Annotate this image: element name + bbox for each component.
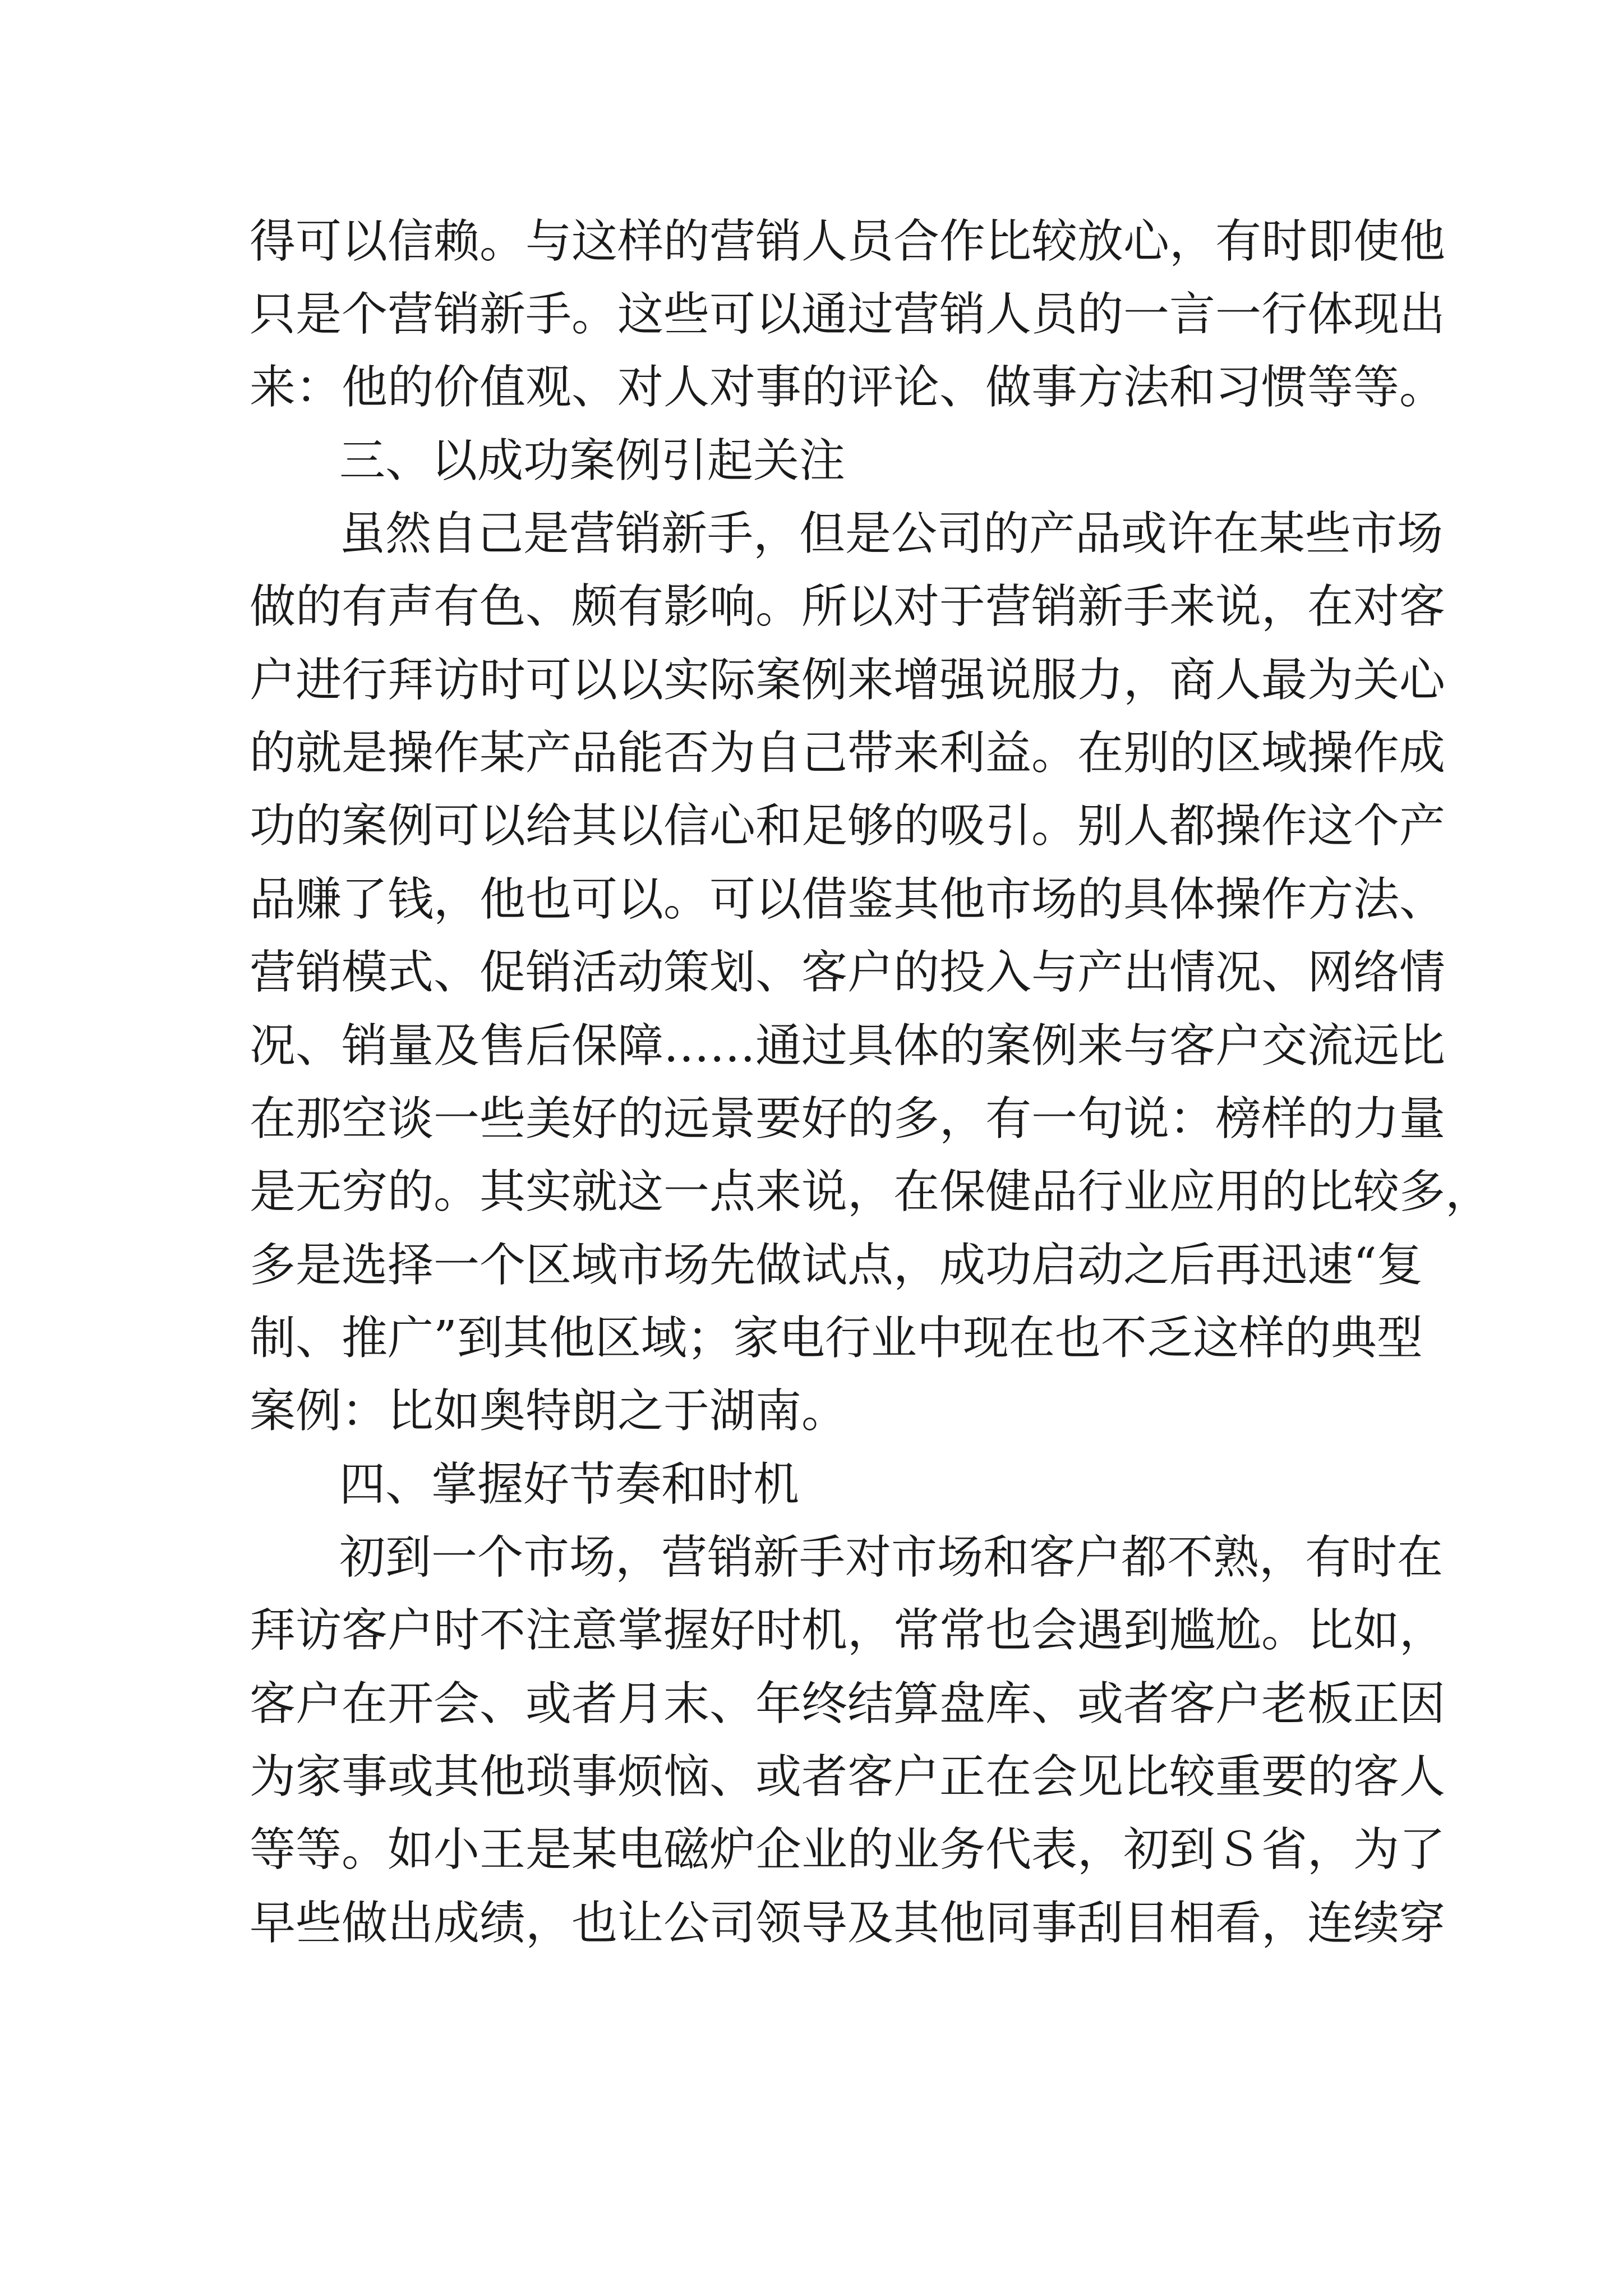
text-line: 案例：比如奥特朗之于湖南。	[250, 1384, 848, 1438]
text-line: 为家事或其他琐事烦恼、或者客户正在会见比较重要的客人	[250, 1750, 1446, 1803]
text-line: 是无穷的。其实就这一点来说，在保健品行业应用的比较多，	[250, 1165, 1492, 1218]
text-line: 来：他的价值观、对人对事的评论、做事方法和习惯等等。	[250, 361, 1446, 414]
text-line: 做的有声有色、颇有影响。所以对于营销新手来说，在对客	[250, 580, 1446, 633]
text-line: 只是个营销新手。这些可以通过营销人员的一言一行体现出	[250, 288, 1446, 341]
text-line: 客户在开会、或者月末、年终结算盘库、或者客户老板正因	[250, 1677, 1446, 1731]
text-line: 多是选择一个区域市场先做试点，成功启动之后再迅速“复	[250, 1239, 1423, 1292]
text-line: 初到一个市场，营销新手对市场和客户都不熟，有时在	[339, 1531, 1444, 1584]
text-line: 功的案例可以给其以信心和足够的吸引。别人都操作这个产	[250, 799, 1446, 853]
section-heading: 三、以成功案例引起关注	[339, 434, 846, 487]
text-line: 拜访客户时不注意掌握好时机，常常也会遇到尴尬。比如，	[250, 1604, 1446, 1657]
text-line: 在那空谈一些美好的远景要好的多，有一句说：榜样的力量	[250, 1092, 1446, 1145]
text-line: 品赚了钱，他也可以。可以借鉴其他市场的具体操作方法、	[250, 873, 1446, 926]
text-line: 得可以信赖。与这样的营销人员合作比较放心，有时即使他	[250, 215, 1446, 268]
section-heading: 四、掌握好节奏和时机	[339, 1458, 800, 1511]
text-line: 等等。如小王是某电磁炉企业的业务代表，初到Ｓ省，为了	[250, 1823, 1446, 1876]
text-line: 的就是操作某产品能否为自己带来利益。在别的区域操作成	[250, 726, 1446, 780]
text-line: 况、销量及售后保障……通过具体的案例来与客户交流远比	[250, 1019, 1446, 1073]
text-line: 营销模式、促销活动策划、客户的投入与产出情况、网络情	[250, 946, 1446, 999]
text-line: 户进行拜访时可以以实际案例来增强说服力，商人最为关心	[250, 654, 1446, 707]
text-line: 制、推广”到其他区域；家电行业中现在也不乏这样的典型	[250, 1312, 1423, 1365]
text-line: 早些做出成绩，也让公司领导及其他同事刮目相看，连续穿	[250, 1897, 1446, 1950]
text-line: 虽然自己是营销新手，但是公司的产品或许在某些市场	[339, 507, 1444, 560]
